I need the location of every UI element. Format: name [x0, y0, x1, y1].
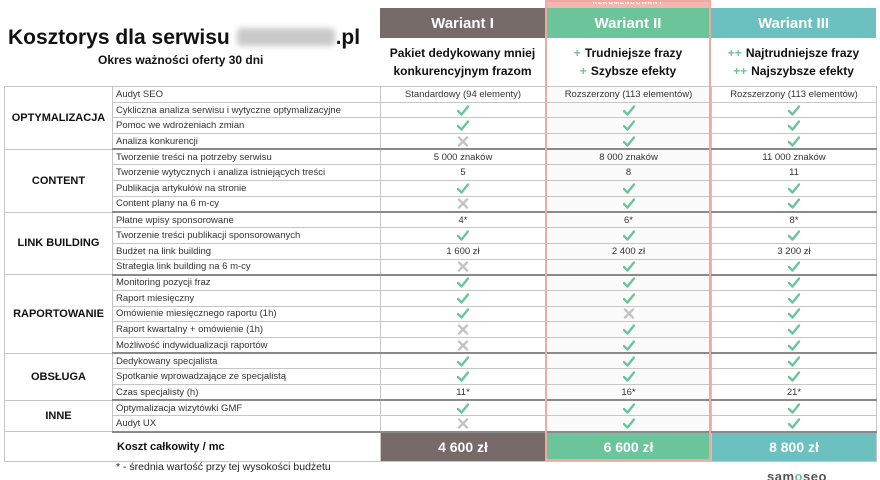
feature-value: 5	[381, 165, 546, 181]
check-icon	[788, 293, 800, 304]
feature-label: Możliwość indywidualizacji raportów	[113, 338, 381, 354]
section-label: OPTYMALIZACJA	[5, 87, 113, 150]
table-row	[5, 196, 877, 212]
variant-header-3: Wariant III	[711, 8, 876, 38]
check-icon	[623, 371, 635, 382]
recommended-badge: REKOMENDOWANY	[545, 0, 711, 8]
check-icon	[381, 290, 546, 306]
section-label: RAPORTOWANIE	[5, 275, 113, 353]
variant-desc-2: + Trudniejsze frazy + Szybsze efekty	[573, 46, 683, 78]
check-icon	[788, 120, 800, 131]
table-row	[5, 165, 877, 181]
table-row	[5, 385, 877, 401]
table-row	[5, 87, 877, 103]
feature-label: Raport kwartalny + omówienie (1h)	[113, 322, 381, 338]
table-row	[5, 118, 877, 134]
section-label: INNE	[5, 400, 113, 431]
check-icon	[623, 418, 635, 429]
check-icon	[457, 120, 469, 131]
feature-label: Content plany na 6 m-cy	[113, 196, 381, 212]
feature-value: Standardowy (94 elementy)	[381, 87, 546, 103]
feature-value: 11 000 znaków	[712, 149, 877, 165]
check-icon	[546, 196, 712, 212]
check-icon	[712, 400, 877, 416]
check-icon	[712, 134, 877, 150]
feature-label: Dedykowany specjalista	[113, 353, 381, 369]
check-icon	[712, 102, 877, 118]
check-icon	[623, 230, 635, 241]
feature-label: Monitoring pozycji fraz	[113, 275, 381, 291]
check-icon	[623, 356, 635, 367]
table-row	[5, 306, 877, 322]
check-icon	[712, 228, 877, 244]
check-icon	[623, 261, 635, 272]
cross-icon	[457, 261, 469, 272]
check-icon	[381, 275, 546, 291]
table-row	[5, 416, 877, 432]
table-row	[5, 102, 877, 118]
check-icon	[623, 293, 635, 304]
plus-icon: ++	[727, 46, 742, 60]
plus-icon: +	[573, 46, 581, 60]
cross-icon	[381, 416, 546, 432]
table-row	[5, 181, 877, 197]
check-icon	[788, 277, 800, 288]
check-icon	[788, 340, 800, 351]
feature-label: Publikacja artykułów na stronie	[113, 181, 381, 197]
feature-label: Spotkanie wprowadzające ze specjalistą	[113, 369, 381, 385]
cross-icon	[457, 340, 469, 351]
check-icon	[788, 324, 800, 335]
check-icon	[623, 277, 635, 288]
feature-label: Omówienie miesięcznego raportu (1h)	[113, 306, 381, 322]
feature-label: Tworzenie treści publikacji sponsorowanych	[113, 228, 381, 244]
feature-label: Analiza konkurencji	[113, 134, 381, 150]
total-row	[5, 432, 877, 462]
check-icon	[712, 369, 877, 385]
check-icon	[546, 259, 712, 275]
check-icon	[381, 400, 546, 416]
feature-label: Płatne wpisy sponsorowane	[113, 212, 381, 228]
check-icon	[457, 308, 469, 319]
table-row	[5, 369, 877, 385]
cross-icon	[457, 136, 469, 147]
feature-label: Budżet na link building	[113, 243, 381, 259]
cross-icon	[381, 338, 546, 354]
table-row	[5, 290, 877, 306]
check-icon	[788, 308, 800, 319]
check-icon	[623, 183, 635, 194]
variant-desc-1: Pakiet dedykowany mniej konkurencyjnym frazom	[389, 46, 536, 78]
check-icon	[546, 322, 712, 338]
check-icon	[623, 136, 635, 147]
variant-header-2: Wariant II	[545, 8, 711, 38]
check-icon	[788, 418, 800, 429]
check-icon	[788, 356, 800, 367]
variant-header-1: Wariant I	[380, 8, 545, 38]
check-icon	[712, 181, 877, 197]
feature-value: 6*	[546, 212, 712, 228]
table-row	[5, 212, 877, 228]
feature-value: 11*	[381, 385, 546, 401]
feature-label: Audyt UX	[113, 416, 381, 432]
check-icon	[788, 183, 800, 194]
table-row	[5, 134, 877, 150]
check-icon	[712, 275, 877, 291]
check-icon	[546, 228, 712, 244]
feature-value: 4*	[381, 212, 546, 228]
feature-label: Strategia link building na 6 m-cy	[113, 259, 381, 275]
check-icon	[546, 102, 712, 118]
check-icon	[457, 230, 469, 241]
check-icon	[381, 102, 546, 118]
check-icon	[712, 416, 877, 432]
footnote: * - średnia wartość przy tej wysokości budżetu	[116, 461, 331, 473]
check-icon	[788, 403, 800, 414]
total-label: Koszt całkowity / mc	[5, 432, 381, 462]
variant-total-3: 8 800 zł	[712, 432, 877, 462]
section-label: LINK BUILDING	[5, 212, 113, 275]
check-icon	[546, 416, 712, 432]
check-icon	[546, 338, 712, 354]
check-icon	[457, 371, 469, 382]
check-icon	[788, 136, 800, 147]
variant-desc-3: ++ Najtrudniejsze frazy ++ Najszybsze efekty	[727, 46, 860, 78]
check-icon	[457, 183, 469, 194]
variant-total-2: 6 600 zł	[546, 432, 712, 462]
check-icon	[546, 353, 712, 369]
cross-icon	[457, 418, 469, 429]
check-icon	[712, 306, 877, 322]
cross-icon	[381, 196, 546, 212]
feature-value: 11	[712, 165, 877, 181]
table-row	[5, 149, 877, 165]
check-icon	[712, 353, 877, 369]
feature-label: Tworzenie wytycznych i analiza istniejących treści	[113, 165, 381, 181]
check-icon	[712, 290, 877, 306]
blurred-domain	[237, 28, 335, 46]
feature-label: Audyt SEO	[113, 87, 381, 103]
check-icon	[457, 277, 469, 288]
feature-value: 2 400 zł	[546, 243, 712, 259]
check-icon	[623, 403, 635, 414]
check-icon	[381, 228, 546, 244]
check-icon	[381, 181, 546, 197]
check-icon	[712, 118, 877, 134]
feature-label: Tworzenie treści na potrzeby serwisu	[113, 149, 381, 165]
check-icon	[623, 324, 635, 335]
check-icon	[381, 353, 546, 369]
table-row	[5, 322, 877, 338]
cross-icon	[457, 198, 469, 209]
company-logo: samoseo	[767, 469, 827, 480]
check-icon	[381, 306, 546, 322]
check-icon	[546, 290, 712, 306]
check-icon	[788, 198, 800, 209]
page-title: Kosztorys dla serwisu .pl	[8, 26, 361, 49]
check-icon	[457, 356, 469, 367]
check-icon	[381, 369, 546, 385]
cross-icon	[381, 259, 546, 275]
section-label: OBSŁUGA	[5, 353, 113, 400]
check-icon	[546, 134, 712, 150]
cross-icon	[623, 308, 635, 319]
cross-icon	[381, 322, 546, 338]
check-icon	[788, 371, 800, 382]
check-icon	[623, 340, 635, 351]
feature-value: 8	[546, 165, 712, 181]
cross-icon	[457, 324, 469, 335]
feature-value: 16*	[546, 385, 712, 401]
feature-value: Rozszerzony (113 elementów)	[546, 87, 712, 103]
section-label: CONTENT	[5, 149, 113, 212]
feature-label: Raport miesięczny	[113, 290, 381, 306]
feature-value: Rozszerzony (113 elementów)	[712, 87, 877, 103]
check-icon	[712, 338, 877, 354]
check-icon	[712, 196, 877, 212]
check-icon	[457, 105, 469, 116]
check-icon	[546, 181, 712, 197]
table-row	[5, 259, 877, 275]
feature-value: 3 200 zł	[712, 243, 877, 259]
feature-value: 1 600 zł	[381, 243, 546, 259]
table-row	[5, 228, 877, 244]
plus-icon: +	[579, 64, 587, 78]
feature-value: 5 000 znaków	[381, 149, 546, 165]
check-icon	[712, 259, 877, 275]
check-icon	[623, 198, 635, 209]
check-icon	[712, 322, 877, 338]
feature-value: 8*	[712, 212, 877, 228]
check-icon	[546, 275, 712, 291]
check-icon	[788, 105, 800, 116]
feature-label: Pomoc we wdrożeniach zmian	[113, 118, 381, 134]
cross-icon	[546, 306, 712, 322]
table-row	[5, 243, 877, 259]
check-icon	[546, 118, 712, 134]
table-row	[5, 275, 877, 291]
pricing-table	[4, 86, 877, 462]
check-icon	[546, 400, 712, 416]
table-row	[5, 353, 877, 369]
feature-value: 21*	[712, 385, 877, 401]
check-icon	[623, 105, 635, 116]
check-icon	[457, 293, 469, 304]
feature-label: Optymalizacja wizytówki GMF	[113, 400, 381, 416]
plus-icon: ++	[733, 64, 748, 78]
feature-value: 8 000 znaków	[546, 149, 712, 165]
check-icon	[381, 118, 546, 134]
check-icon	[546, 369, 712, 385]
offer-validity: Okres ważności oferty 30 dni	[98, 53, 264, 67]
check-icon	[457, 403, 469, 414]
check-icon	[623, 120, 635, 131]
table-row	[5, 338, 877, 354]
feature-label: Czas specjalisty (h)	[113, 385, 381, 401]
cross-icon	[381, 134, 546, 150]
table-row	[5, 400, 877, 416]
check-icon	[788, 230, 800, 241]
check-icon	[788, 261, 800, 272]
variant-total-1: 4 600 zł	[381, 432, 546, 462]
feature-label: Cykliczna analiza serwisu i wytyczne optymalizacyjne	[113, 102, 381, 118]
